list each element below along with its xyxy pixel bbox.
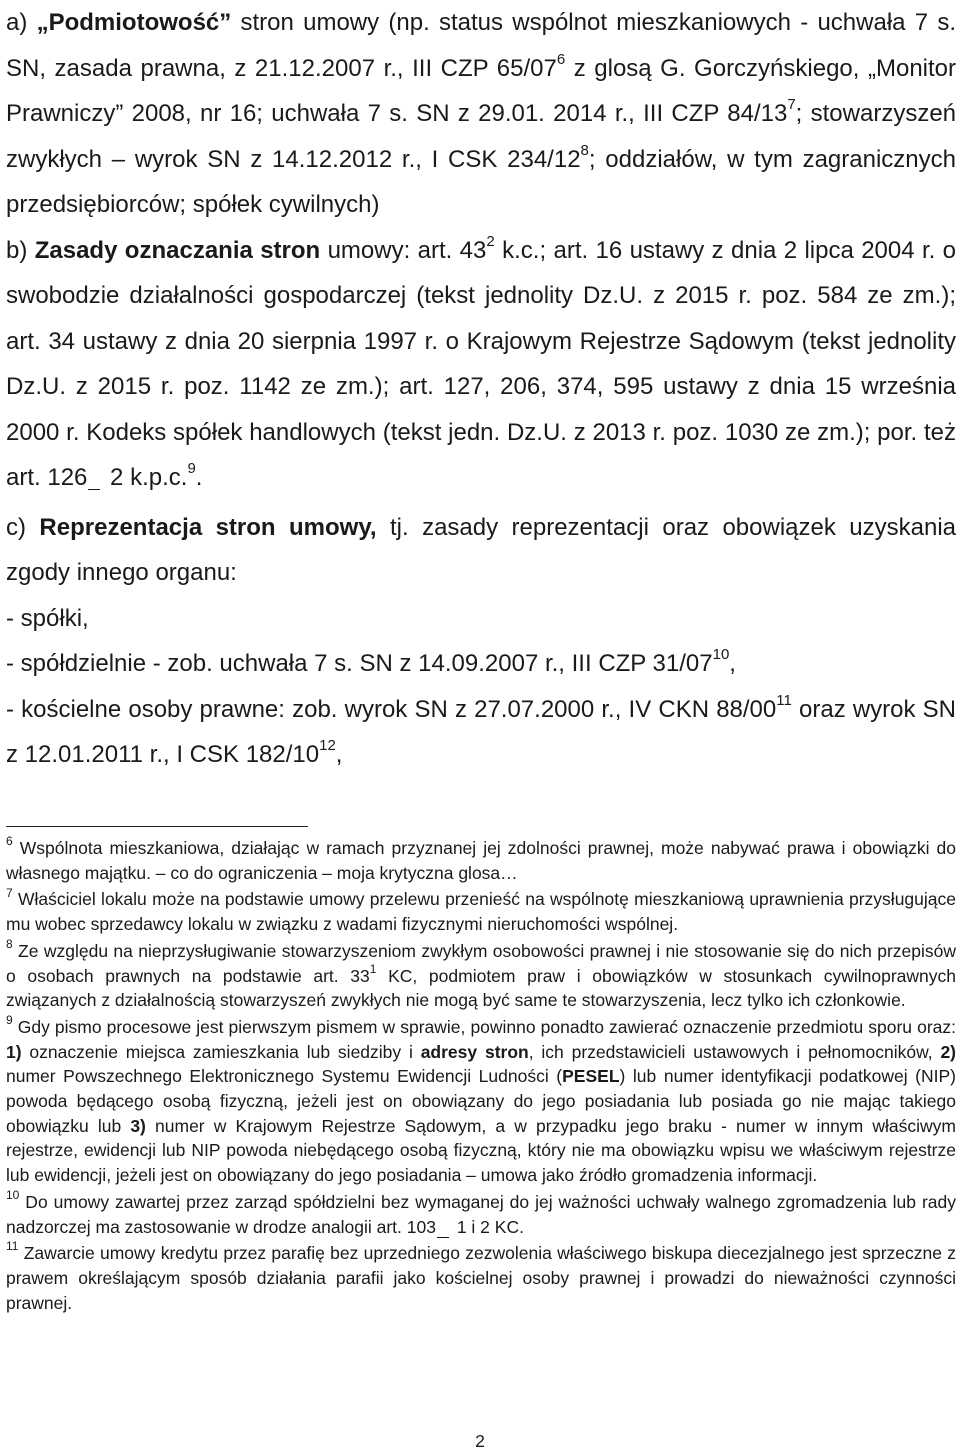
footnote-text: Ze względu na nieprzysługiwanie stowarzyszeniom zwykłym osobowości prawnej i nie stosowanie się do nich przepisów o osobach prawnych na podstawie art. 33 (6, 940, 956, 986)
footnote-text: oznaczenie miejsca zamieszkania lub siedziby i (21, 1041, 421, 1062)
footnote-text: numer w Krajowym Rejestrze Sądowym, a w przypadku jego braku - numer w innym właściwym rejestrze, ewidencji lub NIP powoda niebędącego osobą fizyczną, który nie ma obowiązku wpisu we właściwym rejestrze lub ewidencji, jeżeli jest on obowiązany do jego posiadania – umowa jako źródło gromadzenia informacji. (6, 1115, 956, 1186)
footnote-8 (6, 936, 956, 1013)
text-segment: 2 k.p.c. (103, 464, 188, 491)
paragraph-b (6, 228, 956, 501)
footnote-ref-12[interactable]: 12 (319, 737, 336, 754)
footnote-10 (6, 1190, 956, 1239)
text-segment: - kościelne osoby prawne: zob. wyrok SN z 27.07.2000 r., IV CKN 88/00 (6, 695, 777, 723)
footnote-ref-11[interactable]: 11 (776, 691, 792, 709)
paragraph-c (6, 505, 956, 596)
footnote-6 (6, 836, 956, 885)
footnote-number: 9 (6, 1013, 13, 1028)
footnote-number: 10 (6, 1188, 20, 1203)
footnote-text: Właściciel lokalu może na podstawie umowy przelewu przenieść na wspólnotę mieszkaniową uprawnienia przysługujące mu wobec sprzedawcy lokalu w związku z wadami fizycznymi nieruchomości wspólnej. (6, 889, 956, 935)
footnote-ref-6[interactable]: 6 (556, 50, 566, 68)
paragraph-a (6, 0, 956, 228)
text-segment: , (729, 650, 736, 677)
superscript-1: 1 (369, 961, 377, 976)
footnote-text: 1 i 2 KC. (451, 1216, 524, 1237)
text-segment: ; stowarzyszeń zwykłych – wyrok SN z 14.12.2012 r., I CSK 234/12 (6, 100, 957, 173)
text-segment: - spółdzielnie - zob. uchwała 7 s. SN z 14.09.2007 r., III CZP 31/07 (6, 650, 713, 677)
main-text (6, 0, 956, 778)
heading-podmiotowosc: „Podmiotowość” (36, 9, 232, 36)
footnote-ref-10[interactable]: 10 (712, 646, 730, 663)
text-segment: . (195, 464, 203, 491)
bold-text: adresy stron (420, 1041, 529, 1062)
text-segment: stron umowy (np. status wspólnot mieszkaniowych - uchwała 7 s. SN, zasada prawna, z 21.12.2007 r., III CZP 65/07 (6, 9, 956, 82)
bold-text: PESEL (562, 1066, 620, 1087)
text-segment: , (335, 741, 343, 768)
footnote-11 (6, 1241, 956, 1315)
text-segment: tj. zasady reprezentacji oraz obowiązek uzyskania zgody innego organu: (6, 513, 956, 586)
footnote-text: numer Powszechnego Elektronicznego Systemu Ewidencji Ludności ( (6, 1066, 563, 1087)
heading-reprezentacja: Reprezentacja stron umowy, (39, 513, 377, 541)
footnote-number: 7 (6, 885, 13, 900)
list-item-spolki: - spółki, (6, 604, 89, 632)
list-item-koscielne (6, 687, 956, 778)
footnote-text: ) lub numer identyfikacji podatkowej (NIP) powoda będącego osobą fizyczną, jeżeli jest on obowiązany do jego posiadania lub posiada go nie mając takiego obowiązku lub (6, 1066, 956, 1136)
bold-text: 3) (130, 1115, 146, 1136)
footnote-ref-7[interactable]: 7 (787, 96, 796, 113)
footnote-number: 11 (6, 1239, 19, 1254)
footnote-ref-9[interactable]: 9 (187, 460, 196, 477)
footnote-number: 6 (6, 834, 13, 849)
footnote-text: KC, podmiotem praw i obowiązków w stosunkach cywilnoprawnych związanych z działalnością stowarzyszeń zwykłych nie mogą być same te stowarzyszenia, lecz tylko ich członkowie. (6, 965, 956, 1011)
footnote-text: Do umowy zawartej przez zarząd spółdzielni bez wymaganej do jej ważności uchwały walnego zgromadzenia lub rady nadzorczej ma zastosowanie w drodze analogii art. 103 (6, 1191, 956, 1237)
text-segment: oraz wyrok SN z 12.01.2011 r., I CSK 182/10 (6, 695, 957, 768)
item-label-b: b) (6, 236, 35, 264)
text-segment: k.c.; art. 16 ustawy z dnia 2 lipca 2004 r. o swobodzie działalności gospodarczej (tekst jednolity Dz.U. z 2015 r. poz. 584 ze zm.); art. 34 ustawy z dnia 20 sierpnia 1997 r. o Krajowym Rejestrze Sądowym (tekst jednolity Dz.U. z 2015 r. poz. 1142 ze zm.); art. 127, 206, 374, 595 ustawy z dnia 15 września 2000 r. Kodeks spółek handlowych (tekst jedn. Dz.U. z 2013 r. poz. 1030 ze zm.); por. też art. 126 (6, 236, 957, 491)
item-label-c: c) (6, 513, 40, 541)
footnote-text: Gdy pismo procesowe jest pierwszym pismem w sprawie, powinno ponadto zawierać oznaczenie przedmiotu sporu oraz: (12, 1016, 956, 1037)
footnote-7 (6, 887, 956, 936)
text-segment: z glosą G. Gorczyńskiego, „Monitor Prawniczy” 2008, nr 16; uchwała 7 s. SN z 29.01. 2014 r., III CZP 84/13 (6, 54, 957, 127)
text-segment: ; oddziałów, w tym zagranicznych przedsiębiorców; spółek cywilnych) (6, 145, 956, 218)
superscript-2: 2 (486, 232, 495, 250)
page-number: 2 (475, 1431, 485, 1451)
footnotes (6, 836, 956, 1315)
heading-zasady: Zasady oznaczania stron (34, 236, 321, 264)
bold-text: 2) (940, 1041, 957, 1062)
bold-text: 1) (6, 1041, 22, 1062)
footnote-separator (6, 826, 308, 827)
footnote-9 (6, 1015, 956, 1188)
item-label-a: a) (6, 9, 37, 36)
text-segment: umowy: art. 43 (320, 236, 487, 264)
footnote-text: , ich przedstawicieli ustawowych i pełnomocników, (528, 1041, 941, 1062)
footnote-text: Zawarcie umowy kredytu przez parafię bez uprzedniego zezwolenia właściwego biskupa diecezjalnego jest sprzeczne z prawem określającym sposób działania parafii jako kościelnej osoby prawnej i prowadzi do nieważności czynności prawnej. (6, 1243, 956, 1313)
list-item-spoldzielnie (6, 641, 956, 687)
footnote-text: Wspólnota mieszkaniowa, działając w ramach przyznanej jej zdolności prawnej, może nabywać prawa i obowiązki do własnego majątku. – co do ograniczenia – moja krytyczna glosa… (6, 838, 956, 883)
footnote-number: 8 (6, 936, 13, 951)
footnote-ref-8[interactable]: 8 (580, 141, 589, 159)
